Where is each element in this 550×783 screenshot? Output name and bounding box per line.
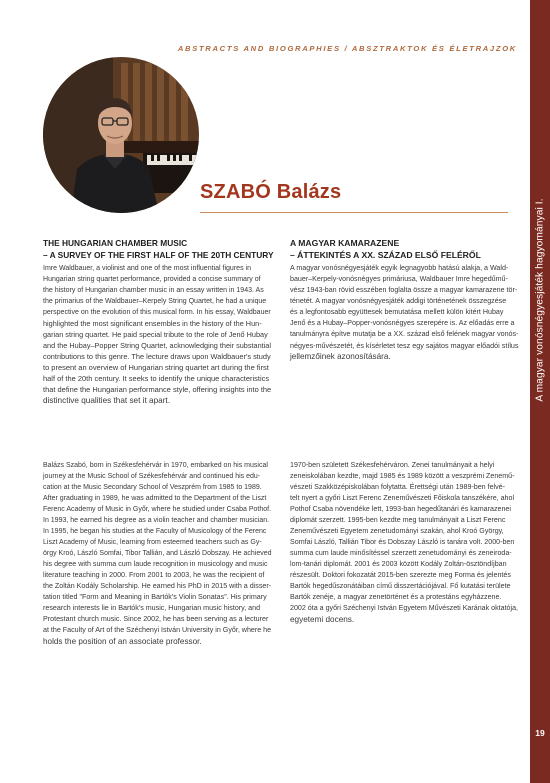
text-line: Bartók hegedűszonátáiban című disszertációjával. Fő kutatási területe <box>290 582 511 590</box>
heading-line: A MAGYAR KAMARAZENE <box>290 238 400 248</box>
text-line: half of the 20th century. It seeks to identify the unique characteristics <box>43 374 270 383</box>
text-line: Somfai László, Tallián Tibor és Dobszay László is tanára volt. 2000-ben <box>290 538 515 546</box>
text-line: vész 1943-ban rövid esszében foglalta össze a magyar kamarazene tör- <box>290 286 518 294</box>
text-line: contributions to this genre. The lecture draws upon Waldbauer's study <box>43 352 271 361</box>
text-line: jellemzőinek azonosítására. <box>290 352 391 361</box>
text-line: the Zoltán Kodály Scholarship. He earned his PhD in 2015 with a disser- <box>43 582 272 590</box>
text-line: perspective on the evolution of this musical form. In his essay, Waldbauer <box>43 309 271 316</box>
heading-line: THE HUNGARIAN CHAMBER MUSIC <box>43 238 188 248</box>
text-line: cation at the Music Secondary School of Veszprém from 1985 to 1989. <box>43 484 262 491</box>
text-line: to present an overview of Hungarian string quartet art during the first <box>43 363 269 372</box>
text-line: Liszt Academy of Music, learning from esteemed teachers such as Gy- <box>43 539 262 546</box>
page-number: 19 <box>535 728 545 738</box>
text-line: Bartók zenéje, a magyar zenetörténet és a protestáns egyházzene. <box>290 593 502 601</box>
author-name: SZABÓ Balázs <box>200 181 342 203</box>
text-line: his degree with summa cum laude recognition in musicology and music <box>43 560 268 568</box>
text-line: that define the Hungarian performance style, offering insights into the <box>43 385 272 394</box>
text-line: and the Hubay–Popper String Quartet, acknowledging their substantial <box>43 341 271 350</box>
text-line: Zeneművészeti Egyetem zenetudományi szakán, ahol Kroó György, <box>290 527 504 535</box>
text-line: tation titled "Form and Meaning in Bartók's Violin Sonatas". His primary <box>43 593 267 601</box>
text-line: Ferenc Academy of Music in Győr, where he studied under Csaba Pothof. <box>43 506 272 513</box>
en-biography <box>43 460 272 647</box>
text-line: holds the position of an associate professor. <box>43 637 202 646</box>
text-line: journey at the Music School of Székesfehérvár and continued his edu- <box>43 473 261 480</box>
text-line: distinctive qualities that set it apart. <box>43 396 170 405</box>
hu-abstract-heading <box>290 238 481 261</box>
text-line: vészeti Szakközépiskolában folytatta. Érettségi után 1989-ben felvé- <box>290 483 505 491</box>
text-line: négyes-művészetét, és kísérletet tesz egy sajátos magyar előadói stílus <box>290 341 519 350</box>
text-line: A magyar vonósnégyesjáték egyik legnagyobb hatású alakja, a Wald- <box>290 264 509 272</box>
text-line: örgy Kroó, László Somfai, Tibor Tallián, and László Dobszay. He achieved <box>43 550 272 557</box>
hu-biography <box>290 460 518 625</box>
en-abstract-heading <box>43 238 274 261</box>
text-line: Imre Waldbauer, a violinist and one of the most influential figures in <box>43 265 251 272</box>
text-line: the history of Hungarian chamber music in an essay written in 1943. As <box>43 287 264 294</box>
text-line: literature teaching in 2000. From 2001 to 2003, he was the recipient of <box>43 571 265 579</box>
text-line: diplomát szerzett. 1995-ben kezdte meg tanulmányait a Liszt Ferenc <box>290 516 506 524</box>
heading-line: – ÁTTEKINTÉS A XX. SZÁZAD ELSŐ FELÉRŐL <box>290 249 481 260</box>
text-line: tanulmányra építve mutatja be a XX. század első felének magyar vonós- <box>290 330 519 338</box>
text-line: the primarius of the Waldbauer–Kerpely String Quartet, he had a unique <box>43 298 267 305</box>
text-line: In 1995, he began his studies at the Faculty of Musicology of the Ferenc <box>43 528 267 535</box>
side-title-text: A magyar vonósnégyesjáték hagyományai I. <box>534 198 546 402</box>
text-line: garian string quartet. He paid special tribute to the role of Jenő Hubay <box>43 330 268 339</box>
author-photo <box>43 57 199 213</box>
text-line: Balázs Szabó, born in Székesfehérvár in 1970, embarked on his musical <box>43 462 268 469</box>
text-line: bauer–Kerpely-vonósnégyes primáriusa, Waldbauer Imre hegedűmű- <box>290 275 508 283</box>
text-line: és a legfontosabb együttesek bemutatása mellett külön kitért Hubay <box>290 308 504 316</box>
side-title <box>529 0 550 783</box>
text-line: research interests lie in Bartók's music, Hungarian music history, and <box>43 604 261 612</box>
name-divider <box>200 212 508 213</box>
text-line: Protestant church music. Since 2002, he has been serving as a lecturer <box>43 615 269 623</box>
text-line: lom-tanári diplomát. 2001 és 2003 között Kodály Zoltán-ösztöndíjban <box>290 560 507 568</box>
author-portrait-image <box>43 57 199 213</box>
text-line: summa cum laude minősítéssel szerzett zenetudományi és zeneiroda- <box>290 549 512 557</box>
heading-line: – A SURVEY OF THE FIRST HALF OF THE 20TH CENTURY <box>43 249 274 260</box>
text-line: highlighted the most significant ensembles in the history of the Hun- <box>43 319 262 328</box>
text-line: After graduating in 1989, he was admitted to the Department of the Liszt <box>43 495 267 502</box>
hu-abstract <box>290 263 519 362</box>
text-line: In 1993, he earned his degree as a violin teacher and chamber musician. <box>43 517 270 524</box>
text-line: részesült. Doktori fokozatát 2015-ben szerezte meg Forma és jelentés <box>290 571 511 579</box>
text-line: ténetét. A magyar vonósnégyesjáték addigi történetének összegzése <box>290 297 507 305</box>
en-abstract <box>43 263 271 406</box>
text-line: 1970-ben született Székesfehérváron. Zenei tanulmányait a helyi <box>290 461 495 469</box>
text-line: egyetemi docens. <box>290 615 355 624</box>
text-line: Pothof Csaba növendéke lett, 1993-ban hegedűtanári és kamarazenei <box>290 505 511 513</box>
text-line: at the Faculty of Art of the Széchenyi István University in Győr, where he <box>43 626 272 634</box>
text-line: 2002 óta a győri Széchenyi István Egyetem Művészeti Karának oktatója, <box>290 604 519 612</box>
text-line: telt nyert a győri Liszt Ferenc Zeneművészeti Főiskola tanszékére, ahol <box>290 494 515 502</box>
page-header: ABSTRACTS AND BIOGRAPHIES / ABSZTRAKTOK ÉS ÉLETRAJZOK <box>177 44 517 53</box>
text-line: Jenő és a Hubay–Popper-vonósnégyes szerepére is. Az előadás erre a <box>290 319 515 327</box>
text-line: Hungarian string quartet performance, provided a concise summary of <box>43 276 261 283</box>
text-line: zeneiskolában kezdte, majd 1985 és 1989 között a veszprémi Zenemű- <box>290 472 515 480</box>
